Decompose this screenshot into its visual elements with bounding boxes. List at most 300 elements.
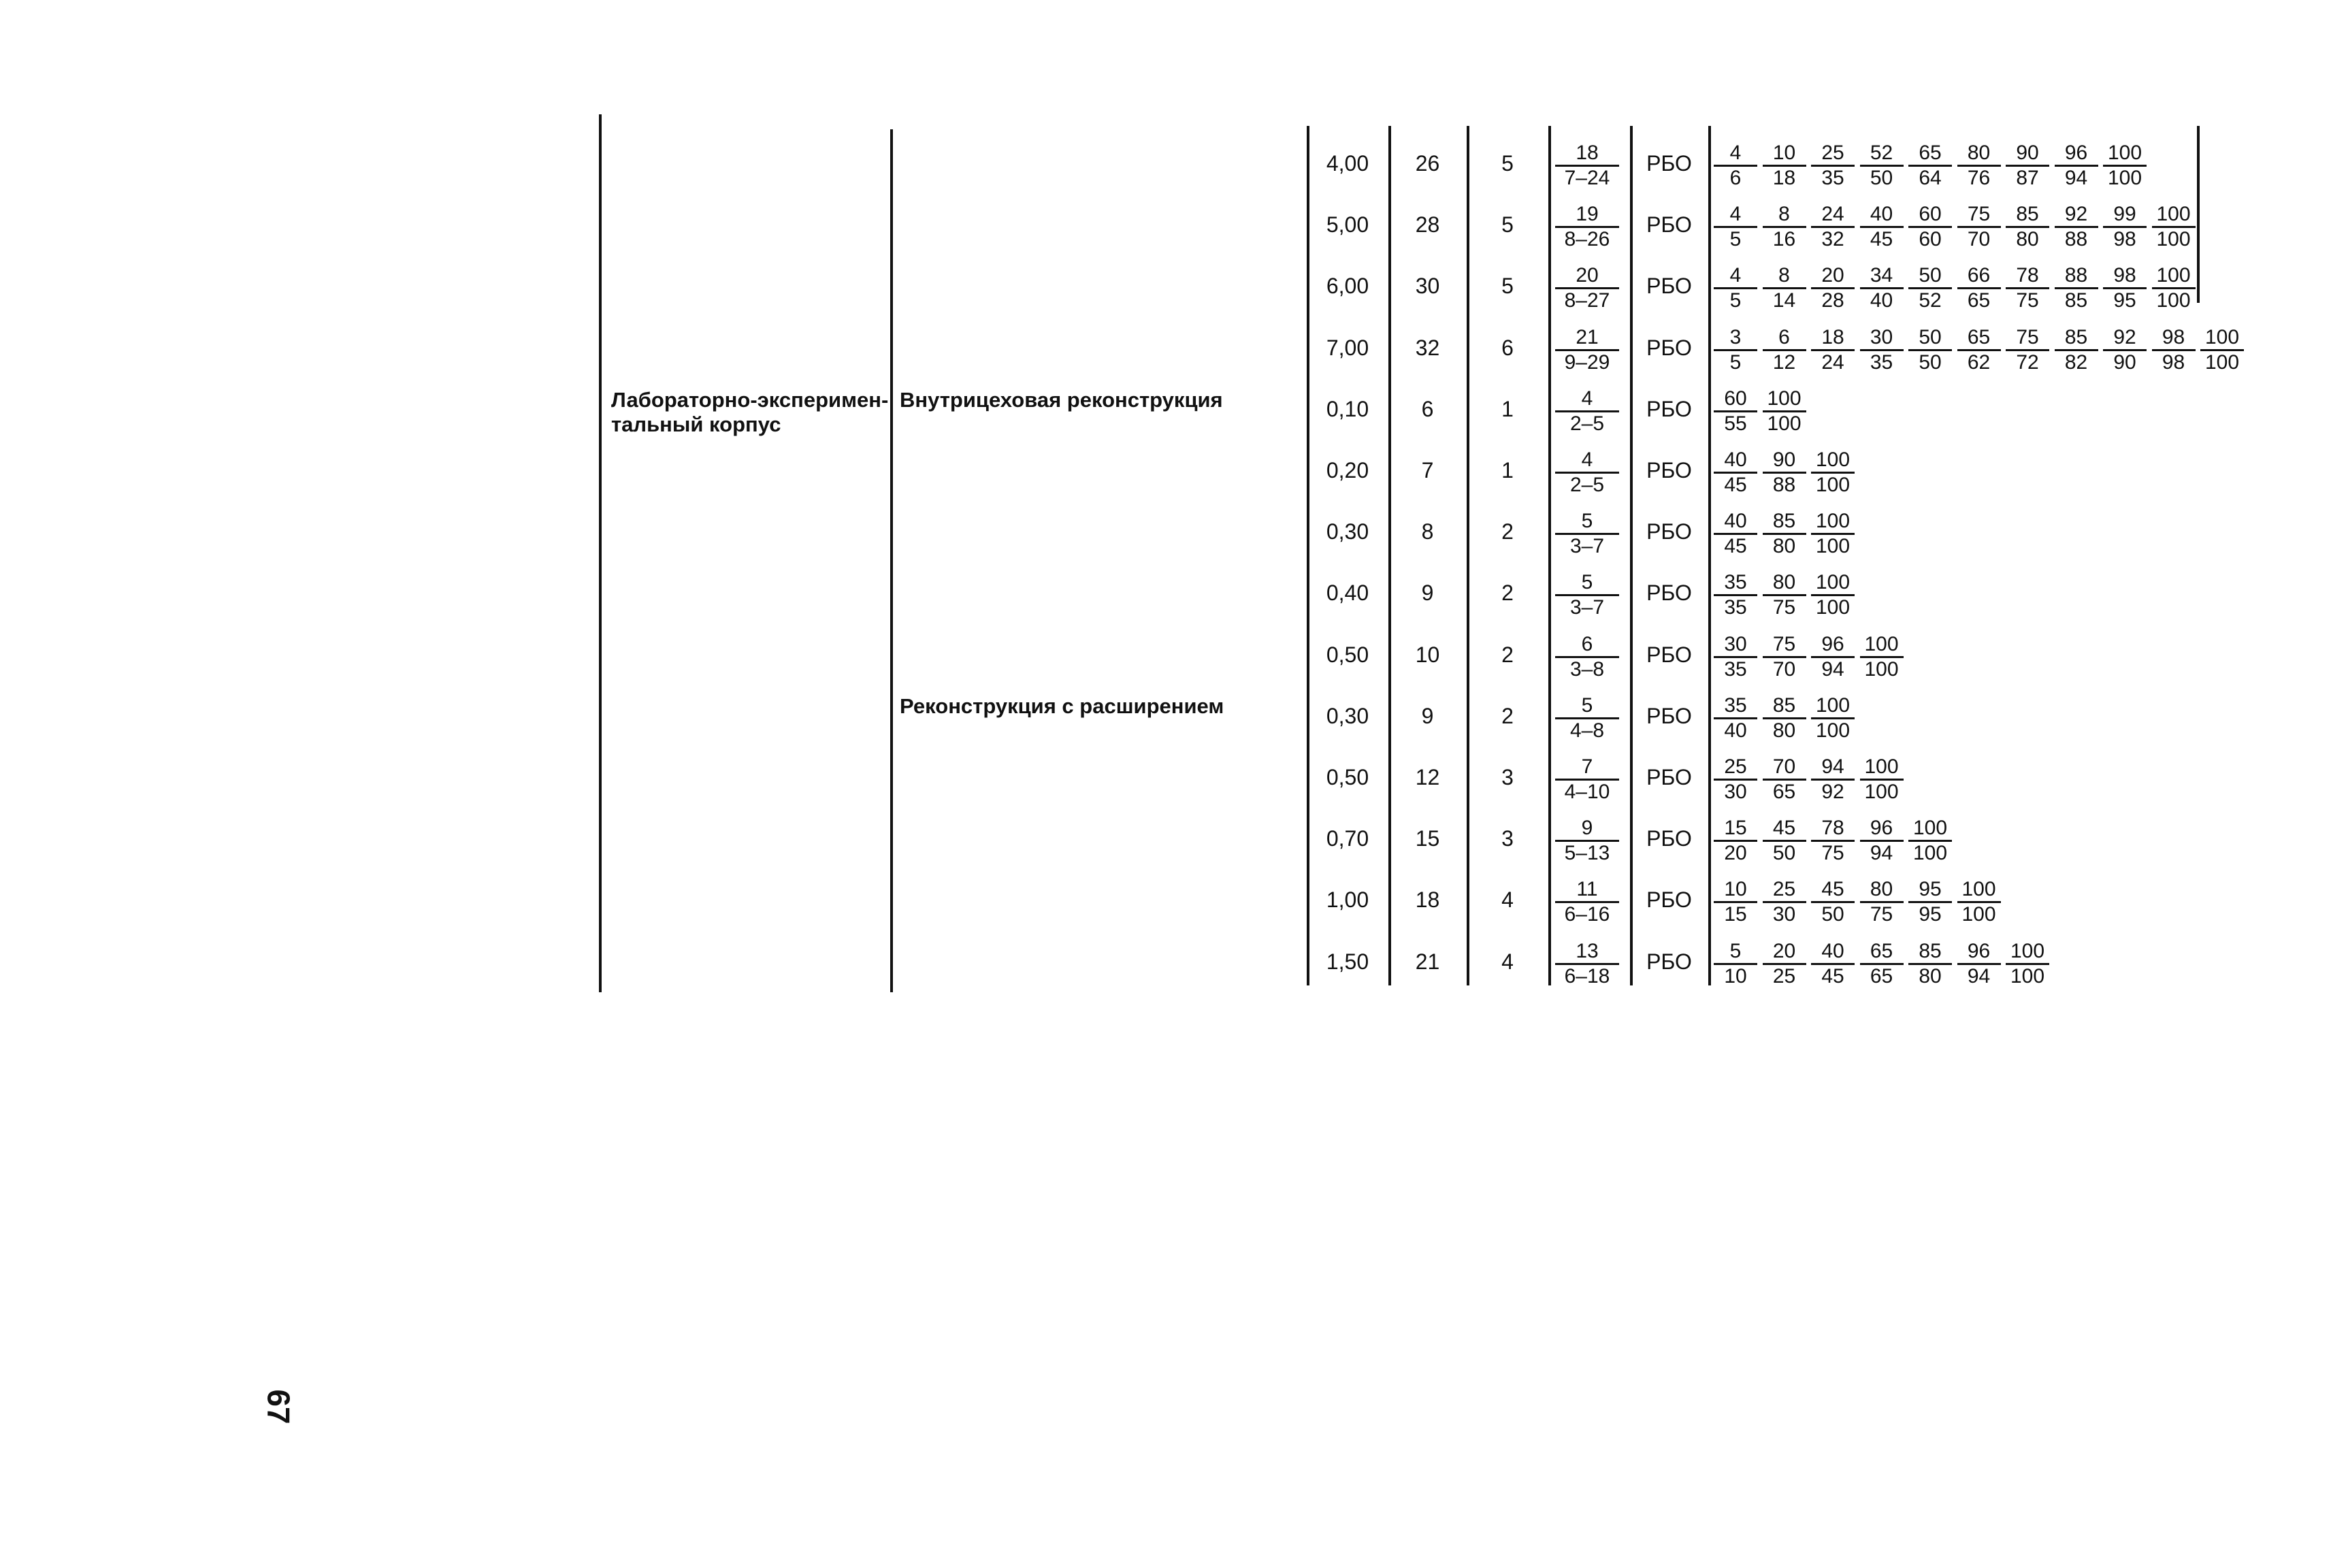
percent-cell — [1763, 572, 1806, 618]
capacity-value: 1,00 — [1326, 887, 1369, 913]
fraction-bottom: 8–26 — [1564, 228, 1610, 251]
percent-bottom: 80 — [1919, 964, 1942, 987]
fraction-bottom: 2–5 — [1569, 412, 1605, 435]
percent-bottom: 98 — [2113, 228, 2136, 251]
fraction-top: 20 — [1555, 265, 1619, 289]
percent-bottom: 80 — [1772, 535, 1796, 558]
percent-bottom: 95 — [2113, 289, 2136, 312]
fraction-cell — [1555, 143, 1619, 189]
percent-top: 5 — [1714, 941, 1757, 965]
percent-bottom: 52 — [1919, 289, 1942, 312]
percent-bottom: 35 — [1870, 350, 1893, 374]
type-value: РБО — [1646, 826, 1692, 851]
column-divider — [1708, 126, 1711, 985]
percent-top: 96 — [2055, 143, 2098, 167]
fraction-bottom: 5–13 — [1564, 842, 1610, 865]
percent-cell — [1714, 327, 1757, 373]
percent-top: 25 — [1714, 757, 1757, 781]
percent-bottom: 75 — [1870, 903, 1893, 926]
type-value: РБО — [1646, 519, 1692, 544]
type-value: РБО — [1646, 212, 1692, 238]
column-divider — [599, 114, 602, 992]
percent-bottom: 88 — [1772, 474, 1796, 496]
percent-cell — [1957, 265, 2001, 311]
workers-value: 1 — [1501, 396, 1514, 421]
capacity-value: 7,00 — [1326, 335, 1369, 360]
percent-cell — [2152, 265, 2196, 311]
workers-value: 2 — [1501, 519, 1514, 544]
percent-cell — [1908, 941, 1952, 987]
type-value: РБО — [1646, 581, 1692, 606]
percent-cell — [1714, 757, 1757, 802]
percent-top: 8 — [1763, 265, 1806, 289]
percent-top: 100 — [2152, 204, 2196, 228]
percent-top: 100 — [1811, 696, 1855, 719]
percent-bottom: 65 — [1967, 289, 1991, 312]
percent-top: 98 — [2152, 327, 2196, 351]
percent-cell — [1811, 941, 1855, 987]
percent-top: 75 — [1957, 204, 2001, 228]
percent-top: 100 — [1908, 818, 1952, 842]
percent-bottom: 95 — [1919, 903, 1942, 926]
percent-top: 24 — [1811, 204, 1855, 228]
duration-value: 15 — [1415, 826, 1440, 851]
page-number: 67 — [261, 1389, 297, 1424]
percent-cell — [2055, 143, 2098, 189]
percent-top: 95 — [1908, 879, 1952, 903]
percent-bottom: 92 — [1821, 781, 1844, 803]
percent-cell — [1860, 757, 1904, 802]
percent-bottom: 90 — [2113, 350, 2136, 374]
capacity-value: 0,20 — [1326, 458, 1369, 483]
percent-cell — [1763, 389, 1806, 434]
percent-cell — [2006, 265, 2049, 311]
percent-bottom: 65 — [1772, 781, 1796, 803]
capacity-value: 0,30 — [1326, 703, 1369, 728]
fraction-bottom: 3–8 — [1569, 657, 1605, 681]
duration-value: 30 — [1415, 274, 1440, 299]
percent-cell — [1860, 818, 1904, 864]
percent-bottom: 100 — [2156, 289, 2191, 312]
percent-top: 20 — [1811, 265, 1855, 289]
percent-cell — [1811, 572, 1855, 618]
percent-top: 85 — [2055, 327, 2098, 351]
percent-bottom: 100 — [2010, 964, 2045, 987]
fraction-top: 5 — [1555, 572, 1619, 596]
percent-top: 100 — [1860, 634, 1904, 658]
percent-cell — [1811, 143, 1855, 189]
type-value: РБО — [1646, 274, 1692, 299]
percent-top: 18 — [1811, 327, 1855, 351]
percent-bottom: 50 — [1870, 167, 1893, 189]
column-divider — [1630, 126, 1633, 985]
duration-value: 7 — [1421, 458, 1434, 483]
column-divider — [890, 129, 893, 992]
fraction-top: 19 — [1555, 204, 1619, 228]
percent-cell — [1957, 879, 2001, 925]
fraction-cell — [1555, 265, 1619, 311]
percent-top: 50 — [1908, 265, 1952, 289]
percent-cell — [1908, 265, 1952, 311]
percent-bottom: 45 — [1724, 474, 1747, 496]
percent-bottom: 60 — [1919, 228, 1942, 251]
fraction-cell — [1555, 327, 1619, 373]
type-value: РБО — [1646, 642, 1692, 667]
percent-cell — [1714, 143, 1757, 189]
percent-bottom: 100 — [1912, 842, 1948, 865]
percent-top: 45 — [1763, 818, 1806, 842]
percent-top: 75 — [1763, 634, 1806, 658]
percent-cell — [1811, 757, 1855, 802]
percent-cell — [1763, 265, 1806, 311]
percent-cell — [1763, 879, 1806, 925]
percent-cell — [2200, 327, 2244, 373]
percent-cell — [2055, 204, 2098, 250]
workers-value: 4 — [1501, 949, 1514, 974]
percent-top: 66 — [1957, 265, 2001, 289]
duration-value: 6 — [1421, 396, 1434, 421]
percent-bottom: 18 — [1772, 167, 1796, 189]
duration-value: 21 — [1415, 949, 1440, 974]
percent-bottom: 94 — [1821, 657, 1844, 681]
fraction-top: 11 — [1555, 879, 1619, 903]
percent-top: 96 — [1860, 818, 1904, 842]
percent-cell — [1811, 634, 1855, 680]
percent-bottom: 15 — [1724, 903, 1747, 926]
percent-bottom: 100 — [1864, 781, 1899, 803]
percent-top: 45 — [1811, 879, 1855, 903]
percent-cell — [1957, 327, 2001, 373]
percent-cell — [1763, 204, 1806, 250]
percent-bottom: 28 — [1821, 289, 1844, 312]
percent-bottom: 35 — [1821, 167, 1844, 189]
percent-top: 4 — [1714, 143, 1757, 167]
percent-cell — [1811, 818, 1855, 864]
percent-bottom: 100 — [1815, 535, 1851, 558]
capacity-value: 0,50 — [1326, 642, 1369, 667]
percent-bottom: 88 — [2064, 228, 2088, 251]
percent-cell — [1860, 941, 1904, 987]
workers-value: 5 — [1501, 274, 1514, 299]
percent-cell — [2006, 327, 2049, 373]
percent-top: 70 — [1763, 757, 1806, 781]
percent-bottom: 30 — [1724, 781, 1747, 803]
type-value: РБО — [1646, 396, 1692, 421]
percent-cell — [1957, 941, 2001, 987]
workers-value: 5 — [1501, 151, 1514, 176]
percent-top: 100 — [2200, 327, 2244, 351]
section-label: Внутрицеховая реконструкция — [900, 388, 1223, 412]
capacity-value: 1,50 — [1326, 949, 1369, 974]
percent-top: 4 — [1714, 265, 1757, 289]
fraction-cell — [1555, 757, 1619, 802]
percent-top: 50 — [1908, 327, 1952, 351]
fraction-top: 4 — [1555, 450, 1619, 474]
percent-cell — [1908, 818, 1952, 864]
percent-cell — [1714, 572, 1757, 618]
percent-cell — [1860, 879, 1904, 925]
duration-value: 18 — [1415, 887, 1440, 913]
percent-bottom: 32 — [1821, 228, 1844, 251]
percent-bottom: 100 — [1815, 596, 1851, 619]
percent-bottom: 25 — [1772, 964, 1796, 987]
percent-cell — [2006, 941, 2049, 987]
percent-top: 25 — [1763, 879, 1806, 903]
percent-bottom: 72 — [2016, 350, 2039, 374]
percent-bottom: 100 — [2107, 167, 2142, 189]
percent-bottom: 100 — [1815, 719, 1851, 742]
fraction-cell — [1555, 204, 1619, 250]
percent-cell — [2103, 143, 2147, 189]
type-value: РБО — [1646, 765, 1692, 789]
fraction-top: 18 — [1555, 143, 1619, 167]
workers-value: 5 — [1501, 212, 1514, 238]
capacity-value: 0,10 — [1326, 396, 1369, 421]
duration-value: 28 — [1415, 212, 1440, 238]
percent-cell — [2152, 327, 2196, 373]
percent-bottom: 98 — [2162, 350, 2185, 374]
fraction-top: 5 — [1555, 696, 1619, 719]
percent-bottom: 100 — [1864, 657, 1899, 681]
percent-top: 92 — [2103, 327, 2147, 351]
capacity-value: 6,00 — [1326, 274, 1369, 299]
percent-cell — [2103, 265, 2147, 311]
percent-bottom: 100 — [2204, 350, 2240, 374]
percent-bottom: 87 — [2016, 167, 2039, 189]
column-divider — [1307, 126, 1309, 985]
section-label: Реконструкция с расширением — [900, 694, 1224, 718]
column-divider — [1467, 126, 1469, 985]
fraction-top: 7 — [1555, 757, 1619, 781]
percent-cell — [1811, 204, 1855, 250]
percent-top: 4 — [1714, 204, 1757, 228]
fraction-top: 6 — [1555, 634, 1619, 658]
percent-cell — [2055, 265, 2098, 311]
fraction-bottom: 3–7 — [1569, 535, 1605, 558]
percent-bottom: 76 — [1967, 167, 1991, 189]
percent-bottom: 30 — [1772, 903, 1796, 926]
percent-top: 100 — [1860, 757, 1904, 781]
percent-cell — [2103, 204, 2147, 250]
percent-bottom: 50 — [1772, 842, 1796, 865]
percent-top: 100 — [1811, 450, 1855, 474]
fraction-bottom: 2–5 — [1569, 474, 1605, 496]
workers-value: 3 — [1501, 765, 1514, 789]
percent-top: 20 — [1763, 941, 1806, 965]
fraction-top: 21 — [1555, 327, 1619, 351]
percent-top: 3 — [1714, 327, 1757, 351]
percent-top: 75 — [2006, 327, 2049, 351]
percent-bottom: 75 — [2016, 289, 2039, 312]
percent-top: 96 — [1811, 634, 1855, 658]
fraction-top: 9 — [1555, 818, 1619, 842]
fraction-cell — [1555, 389, 1619, 434]
workers-value: 4 — [1501, 887, 1514, 913]
percent-cell — [1908, 879, 1952, 925]
percent-cell — [1908, 143, 1952, 189]
percent-cell — [1908, 204, 1952, 250]
percent-bottom: 5 — [1729, 350, 1742, 374]
type-value: РБО — [1646, 703, 1692, 728]
percent-top: 65 — [1860, 941, 1904, 965]
percent-cell — [1714, 450, 1757, 495]
percent-top: 40 — [1714, 450, 1757, 474]
percent-cell — [1860, 634, 1904, 680]
percent-cell — [1714, 265, 1757, 311]
duration-value: 10 — [1415, 642, 1440, 667]
percent-bottom: 45 — [1821, 964, 1844, 987]
percent-top: 65 — [1908, 143, 1952, 167]
percent-bottom: 100 — [1961, 903, 1996, 926]
workers-value: 2 — [1501, 642, 1514, 667]
percent-top: 60 — [1714, 389, 1757, 412]
percent-bottom: 64 — [1919, 167, 1942, 189]
duration-value: 12 — [1415, 765, 1440, 789]
percent-top: 100 — [1763, 389, 1806, 412]
fraction-cell — [1555, 693, 1619, 742]
percent-top: 10 — [1763, 143, 1806, 167]
duration-value: 8 — [1421, 519, 1434, 544]
capacity-value: 0,70 — [1326, 826, 1369, 851]
percent-top: 65 — [1957, 327, 2001, 351]
percent-top: 25 — [1811, 143, 1855, 167]
percent-cell — [1811, 265, 1855, 311]
percent-top: 85 — [1908, 941, 1952, 965]
fraction-bottom: 4–8 — [1569, 719, 1605, 742]
percent-bottom: 50 — [1919, 350, 1942, 374]
fraction-cell — [1555, 818, 1619, 864]
percent-top: 60 — [1908, 204, 1952, 228]
percent-bottom: 10 — [1724, 964, 1747, 987]
percent-bottom: 16 — [1772, 228, 1796, 251]
workers-value: 2 — [1501, 581, 1514, 606]
percent-top: 40 — [1811, 941, 1855, 965]
percent-bottom: 65 — [1870, 964, 1893, 987]
percent-cell — [1714, 941, 1757, 987]
percent-bottom: 50 — [1821, 903, 1844, 926]
percent-top: 98 — [2103, 265, 2147, 289]
percent-cell — [1763, 450, 1806, 495]
percent-top: 34 — [1860, 265, 1904, 289]
percent-top: 40 — [1860, 204, 1904, 228]
percent-cell — [1763, 757, 1806, 802]
fraction-cell — [1555, 634, 1619, 680]
percent-cell — [1763, 634, 1806, 680]
percent-top: 8 — [1763, 204, 1806, 228]
percent-top: 35 — [1714, 696, 1757, 719]
fraction-bottom: 8–27 — [1564, 289, 1610, 312]
capacity-value: 0,30 — [1326, 519, 1369, 544]
percent-cell — [1714, 204, 1757, 250]
column-divider — [2197, 126, 2200, 303]
workers-value: 2 — [1501, 703, 1514, 728]
percent-top: 78 — [2006, 265, 2049, 289]
percent-bottom: 70 — [1967, 228, 1991, 251]
percent-bottom: 35 — [1724, 596, 1747, 619]
percent-bottom: 6 — [1729, 167, 1742, 189]
percent-cell — [1811, 450, 1855, 495]
percent-bottom: 94 — [2064, 167, 2088, 189]
percent-top: 6 — [1763, 327, 1806, 351]
percent-bottom: 5 — [1729, 228, 1742, 251]
fraction-bottom: 6–16 — [1564, 903, 1610, 926]
percent-cell — [2152, 204, 2196, 250]
object-name-line2: тальный корпус — [611, 412, 781, 436]
percent-cell — [1714, 511, 1757, 557]
type-value: РБО — [1646, 949, 1692, 974]
type-value: РБО — [1646, 335, 1692, 360]
percent-bottom: 62 — [1967, 350, 1991, 374]
percent-bottom: 80 — [2016, 228, 2039, 251]
percent-cell — [1908, 327, 1952, 373]
duration-value: 9 — [1421, 581, 1434, 606]
percent-top: 100 — [1811, 572, 1855, 596]
percent-cell — [1763, 327, 1806, 373]
workers-value: 6 — [1501, 335, 1514, 360]
percent-cell — [2006, 143, 2049, 189]
percent-top: 88 — [2055, 265, 2098, 289]
percent-bottom: 82 — [2064, 350, 2088, 374]
fraction-top: 5 — [1555, 511, 1619, 535]
percent-top: 85 — [1763, 696, 1806, 719]
percent-cell — [2055, 327, 2098, 373]
percent-cell — [1860, 143, 1904, 189]
percent-cell — [1714, 389, 1757, 434]
duration-value: 32 — [1415, 335, 1440, 360]
percent-bottom: 70 — [1772, 657, 1796, 681]
percent-bottom: 94 — [1967, 964, 1991, 987]
percent-cell — [1957, 204, 2001, 250]
percent-bottom: 80 — [1772, 719, 1796, 742]
percent-cell — [1714, 818, 1757, 864]
duration-value: 9 — [1421, 703, 1434, 728]
fraction-cell — [1555, 941, 1619, 987]
percent-top: 100 — [2006, 941, 2049, 965]
percent-top: 92 — [2055, 204, 2098, 228]
capacity-value: 5,00 — [1326, 212, 1369, 238]
capacity-value: 0,50 — [1326, 765, 1369, 789]
fraction-cell — [1555, 572, 1619, 618]
percent-top: 100 — [2103, 143, 2147, 167]
percent-top: 85 — [1763, 511, 1806, 535]
fraction-bottom: 3–7 — [1569, 596, 1605, 619]
fraction-bottom: 7–24 — [1564, 167, 1610, 189]
percent-bottom: 55 — [1724, 412, 1747, 435]
percent-top: 90 — [2006, 143, 2049, 167]
fraction-cell — [1555, 511, 1619, 557]
percent-top: 10 — [1714, 879, 1757, 903]
percent-top: 80 — [1763, 572, 1806, 596]
percent-top: 80 — [1957, 143, 2001, 167]
percent-cell — [1811, 327, 1855, 373]
percent-cell — [1714, 693, 1757, 742]
percent-cell — [1763, 143, 1806, 189]
percent-cell — [1957, 143, 2001, 189]
column-divider — [1388, 126, 1391, 985]
percent-cell — [1811, 511, 1855, 557]
duration-value: 26 — [1415, 151, 1440, 176]
percent-bottom: 40 — [1870, 289, 1893, 312]
percent-cell — [1860, 265, 1904, 311]
percent-cell — [1763, 818, 1806, 864]
fraction-cell — [1555, 879, 1619, 925]
percent-top: 40 — [1714, 511, 1757, 535]
percent-top: 99 — [2103, 204, 2147, 228]
percent-cell — [1811, 693, 1855, 742]
percent-cell — [1811, 879, 1855, 925]
percent-cell — [1714, 634, 1757, 680]
type-value: РБО — [1646, 151, 1692, 176]
